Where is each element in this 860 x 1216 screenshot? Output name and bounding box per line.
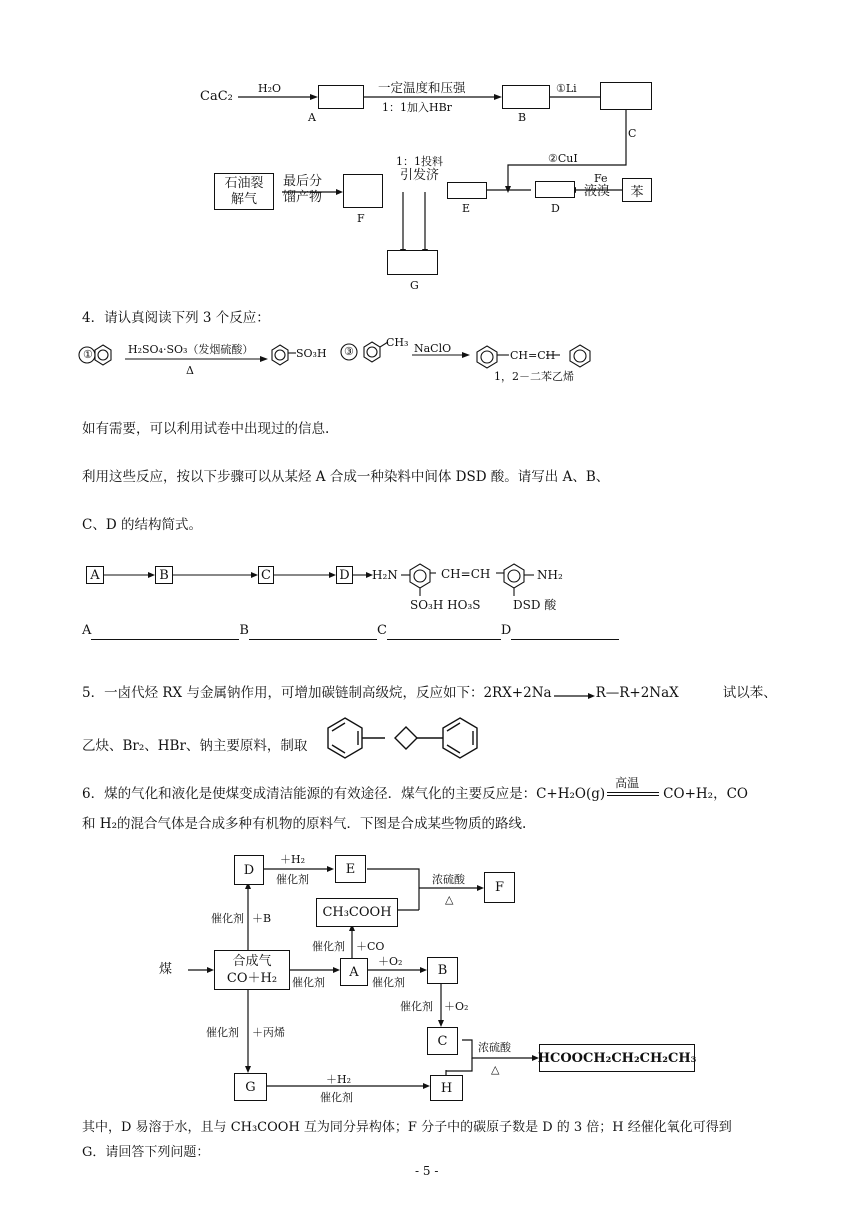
cac2-label: CaC₂ — [200, 89, 233, 104]
node-syngas-line2: CO＋H₂ — [226, 971, 278, 986]
syngas-to-g-catalyst: 催化剂 — [206, 1026, 239, 1039]
r1-product-so3h: SO₃H — [296, 347, 327, 360]
initiator-label: 引发济 — [400, 168, 440, 183]
route-box-a-label: A — [90, 567, 100, 583]
label-e: E — [462, 202, 471, 215]
node-b-label: B — [437, 963, 448, 978]
r3-ch-ch: CH=CH — [510, 349, 556, 362]
answer-b-label: B — [239, 623, 249, 638]
label-b: B — [518, 111, 527, 124]
answer-d-label: D — [500, 623, 512, 638]
node-g — [234, 1073, 267, 1101]
node-a — [340, 958, 368, 986]
q6-footer-line1: 其中，D 易溶于水，且与 CH₃COOH 互为同分异构体；F 分子中的碳原子数是 D 的 3 倍；H 经催化氧化可得到 — [82, 1120, 732, 1135]
node-syngas-line1: 合成气 — [232, 954, 272, 969]
fraction-label: 最后分馏产物 — [283, 174, 323, 205]
e-to-f-conc-h2so4: 浓硫酸 — [432, 873, 465, 886]
q6-line1-text: 6．煤的气化和液化是使煤变成清洁能源的有效途径．煤气化的主要反应是：C+H₂O(g) — [82, 786, 606, 802]
node-f-label: F — [494, 880, 505, 895]
node-c — [427, 1027, 458, 1055]
dsd-nh2: NH₂ — [537, 568, 563, 582]
liquid-bromine-label: 液溴 — [584, 184, 611, 199]
answer-a-label: A — [82, 623, 92, 638]
li-condition: ①Li — [556, 82, 577, 95]
b-to-c-catalyst: 催化剂 — [400, 1000, 433, 1013]
label-f: F — [357, 212, 365, 225]
g-to-h-catalyst: 催化剂 — [320, 1091, 353, 1104]
route-box-d-label: D — [339, 567, 350, 583]
dsd-acid-name: DSD 酸 — [513, 598, 557, 612]
node-ester-label: HCOOCH₂CH₂CH₂CH₃ — [537, 1050, 697, 1066]
q4-hint: 如有需要，可以利用试卷中出现过的信息. — [82, 421, 330, 437]
d-to-e-plus-h2: ＋H₂ — [280, 853, 306, 866]
label-c: C — [628, 127, 637, 140]
node-f — [484, 872, 515, 903]
dsd-sulfonic-groups: SO₃H HO₃S — [410, 598, 481, 612]
g-to-h-plus-h2: ＋H₂ — [326, 1073, 352, 1086]
q4-title: 4．请认真阅读下列 3 个反应： — [82, 310, 270, 326]
node-h — [430, 1075, 463, 1101]
d-to-e-catalyst: 催化剂 — [276, 873, 309, 886]
node-e — [335, 855, 366, 883]
cui-condition: ②CuI — [548, 152, 578, 165]
node-b — [427, 957, 458, 984]
b-to-c-plus-o2: ＋O₂ — [444, 1000, 469, 1013]
r3-product-name: 1，2－二苯乙烯 — [494, 370, 574, 383]
fe-condition: Fe — [594, 172, 608, 185]
node-d-label: D — [243, 862, 255, 878]
benzene-label: 苯 — [630, 184, 644, 200]
c-to-ester-delta: △ — [491, 1063, 500, 1076]
node-ester — [539, 1044, 695, 1072]
q4-task-line2: C、D 的结构简式。 — [82, 517, 202, 533]
node-c-label: C — [437, 1033, 448, 1049]
q6-high-temp-label: 高温 — [615, 776, 640, 790]
q4-task-line1: 利用这些反应，按以下步骤可以从某烃 A 合成一种染料中间体 DSD 酸。请写出 A、B、 — [82, 469, 610, 485]
q5-line1-product: R—R+2NaX — [595, 685, 679, 701]
r3-ch3: CH₃ — [386, 336, 409, 349]
c-to-ester-conc-h2so4: 浓硫酸 — [478, 1041, 511, 1054]
ratio-label: 1：1投料 — [396, 155, 443, 168]
r1-condition: H₂SO₄·SO₃（发烟硫酸） — [128, 343, 254, 356]
page-number: - 5 - — [415, 1164, 439, 1178]
node-a-label: A — [349, 964, 359, 980]
a-to-acid-catalyst: 催化剂 — [312, 940, 345, 953]
coal-label: 煤 — [159, 962, 173, 977]
route-box-c-label: C — [261, 567, 271, 583]
label-a: A — [308, 111, 316, 124]
r1-number: ① — [83, 348, 93, 361]
node-d — [234, 855, 264, 885]
node-ch3cooh-label: CH₃COOH — [322, 905, 392, 920]
q5-line1-text: 5．一卤代烃 RX 与金属钠作用，可增加碳链制高级烷，反应如下：2RX+2Na — [82, 685, 552, 701]
answer-c-label: C — [376, 623, 387, 638]
condition-hbr: 1：1加入HBr — [382, 101, 452, 114]
q5-line1-tail: 试以苯、 — [722, 685, 777, 701]
node-h-label: H — [440, 1080, 453, 1096]
node-g-label: G — [245, 1079, 256, 1095]
label-d: D — [551, 202, 560, 215]
syngas-to-d-plus-b: ＋B — [252, 912, 272, 925]
a-to-b-catalyst: 催化剂 — [372, 976, 405, 989]
dsd-ch-ch: CH=CH — [441, 567, 491, 581]
syngas-to-d-catalyst: 催化剂 — [211, 912, 244, 925]
condition-temp-pressure: 一定温度和压强 — [378, 80, 466, 95]
r3-number: ③ — [344, 345, 354, 358]
h2o-condition: H₂O — [258, 82, 282, 95]
dsd-h2n: H₂N — [372, 568, 398, 582]
label-g: G — [410, 279, 419, 292]
node-ch3cooh — [316, 898, 398, 927]
syngas-to-a-catalyst: 催化剂 — [292, 976, 325, 989]
r3-condition: NaClO — [414, 342, 452, 355]
q6-line1-product: CO+H₂，CO — [663, 786, 748, 802]
syngas-to-g-plus-propene: ＋丙烯 — [252, 1026, 285, 1039]
e-to-f-delta: △ — [445, 893, 454, 906]
q5-line2: 乙炔、Br₂、HBr、钠主要原料，制取 — [82, 738, 308, 754]
a-to-acid-plus-co: ＋CO — [356, 940, 385, 953]
petroleum-gas-label: 石油裂解气 — [224, 175, 264, 207]
node-e-label: E — [345, 861, 356, 877]
node-syngas — [214, 950, 290, 990]
a-to-b-plus-o2: ＋O₂ — [378, 955, 403, 968]
q6-footer-line2: G．请回答下列问题： — [82, 1145, 210, 1160]
r1-delta: Δ — [186, 364, 194, 377]
q6-line2: 和 H₂的混合气体是合成多种有机物的原料气．下图是合成某些物质的路线. — [82, 816, 527, 832]
route-box-b-label: B — [159, 567, 169, 583]
